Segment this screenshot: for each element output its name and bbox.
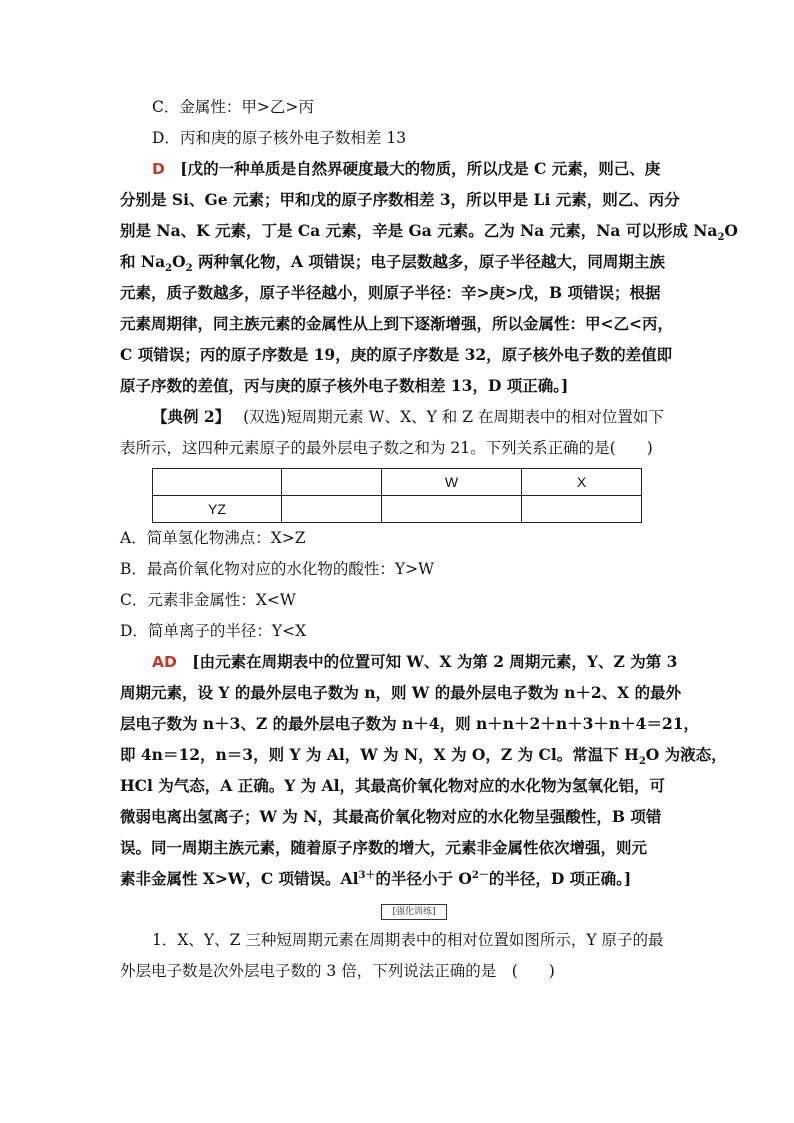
table-cell (282, 469, 382, 496)
table-cell: X (522, 469, 642, 496)
answer1-line2: 分别是 Si、Ge 元素；甲和戊的原子序数相差 3，所以甲是 Li 元素，则乙、丙分 (120, 190, 680, 209)
example2-tag: 【典例 2】 (152, 407, 231, 426)
answer2-label: AD (152, 653, 177, 671)
answer1-line3: 别是 Na、K 元素，丁是 Ca 元素，辛是 Ga 元素。乙为 Na 元素，Na 可以形成 $Na_2O$ (120, 221, 738, 244)
question1-line2: 外层电子数是次外层电子数的 3 倍，下列说法正确的是 ( ) (120, 962, 555, 980)
answer1-line1: D [戊的一种单质是自然界硬度最大的物质，所以戊是 C 元素，则己、庚 (152, 159, 661, 178)
answer2-line3: 层电子数为 n＋3、Z 的最外层电子数为 n＋4，则 n＋n＋2＋n＋3＋n＋4＝21， (120, 714, 700, 733)
option-d: D．简单离子的半径：Y<X (120, 622, 307, 640)
section-badge: [强化训练] (381, 904, 447, 920)
table-cell: YZ (153, 496, 282, 523)
table-cell (153, 469, 282, 496)
answer2-line6: 微弱电离出氢离子；W 为 N，其最高价氧化物对应的水化物呈强酸性，B 项错 (120, 807, 662, 826)
option-d-prev: D．丙和庚的原子核外电子数相差 13 (152, 129, 407, 147)
table-row (153, 469, 642, 496)
answer2-line5: HCl 为气态，A 正确。Y 为 Al，其最高价氧化物对应的水化物为氢氧化铝，可 (120, 776, 665, 795)
table-row (153, 496, 642, 523)
answer1-line5: 元素，质子数越多，原子半径越小，则原子半径：辛>庚>戊，B 项错误；根据 (120, 283, 661, 302)
answer1-label: D (152, 160, 165, 178)
table-cell (382, 496, 522, 523)
table-cell: W (382, 469, 522, 496)
option-a: A．简单氢化物沸点：X>Z (120, 529, 306, 547)
answer2-line8: 素非金属性 X>W，C 项错误。$Al^{3+}$的半径小于 $O^{2-}$的半径，D 项正确。] (120, 869, 632, 888)
example2-line1: 【典例 2】 (双选)短周期元素 W、X、Y 和 Z 在周期表中的相对位置如下 (152, 407, 664, 426)
periodic-table-fragment (152, 468, 642, 523)
table-cell (282, 496, 382, 523)
answer2-line7: 误。同一周期主族元素，随着原子序数的增大，元素非金属性依次增强，则元 (120, 838, 648, 857)
answer2-line4: 即 4n＝12，n＝3，则 Y 为 Al，W 为 N，X 为 O，Z 为 Cl。常温下 $H_2O$ 为液态， (120, 745, 727, 768)
answer2-line1: AD [由元素在周期表中的位置可知 W、X 为第 2 周期元素，Y、Z 为第 3 (152, 652, 678, 671)
answer1-line7: C 项错误；丙的原子序数是 19，庚的原子序数是 32，原子核外电子数的差值即 (120, 345, 673, 364)
answer1-line6: 元素周期律，同主族元素的金属性从上到下逐渐增强，所以金属性：甲<乙<丙， (120, 314, 673, 333)
option-b: B．最高价氧化物对应的水化物的酸性：Y>W (120, 560, 435, 578)
answer1-line8: 原子序数的差值，丙与庚的原子核外电子数相差 13，D 项正确。] (120, 376, 569, 395)
table-cell (522, 496, 642, 523)
answer1-line4: 和 $Na_2O_2$ 两种氧化物，A 项错误；电子层数越多，原子半径越大，同周期主族 (120, 252, 665, 275)
example2-line2: 表所示，这四种元素原子的最外层电子数之和为 21。下列关系正确的是( ) (120, 439, 653, 457)
answer2-line2: 周期元素，设 Y 的最外层电子数为 n，则 W 的最外层电子数为 n＋2、X 的最外 (120, 683, 682, 702)
option-c: C．元素非金属性：X<W (120, 591, 296, 609)
option-c-prev: C．金属性：甲>乙>丙 (152, 98, 314, 116)
question1-line1: 1．X、Y、Z 三种短周期元素在周期表中的相对位置如图所示，Y 原子的最 (152, 931, 664, 949)
